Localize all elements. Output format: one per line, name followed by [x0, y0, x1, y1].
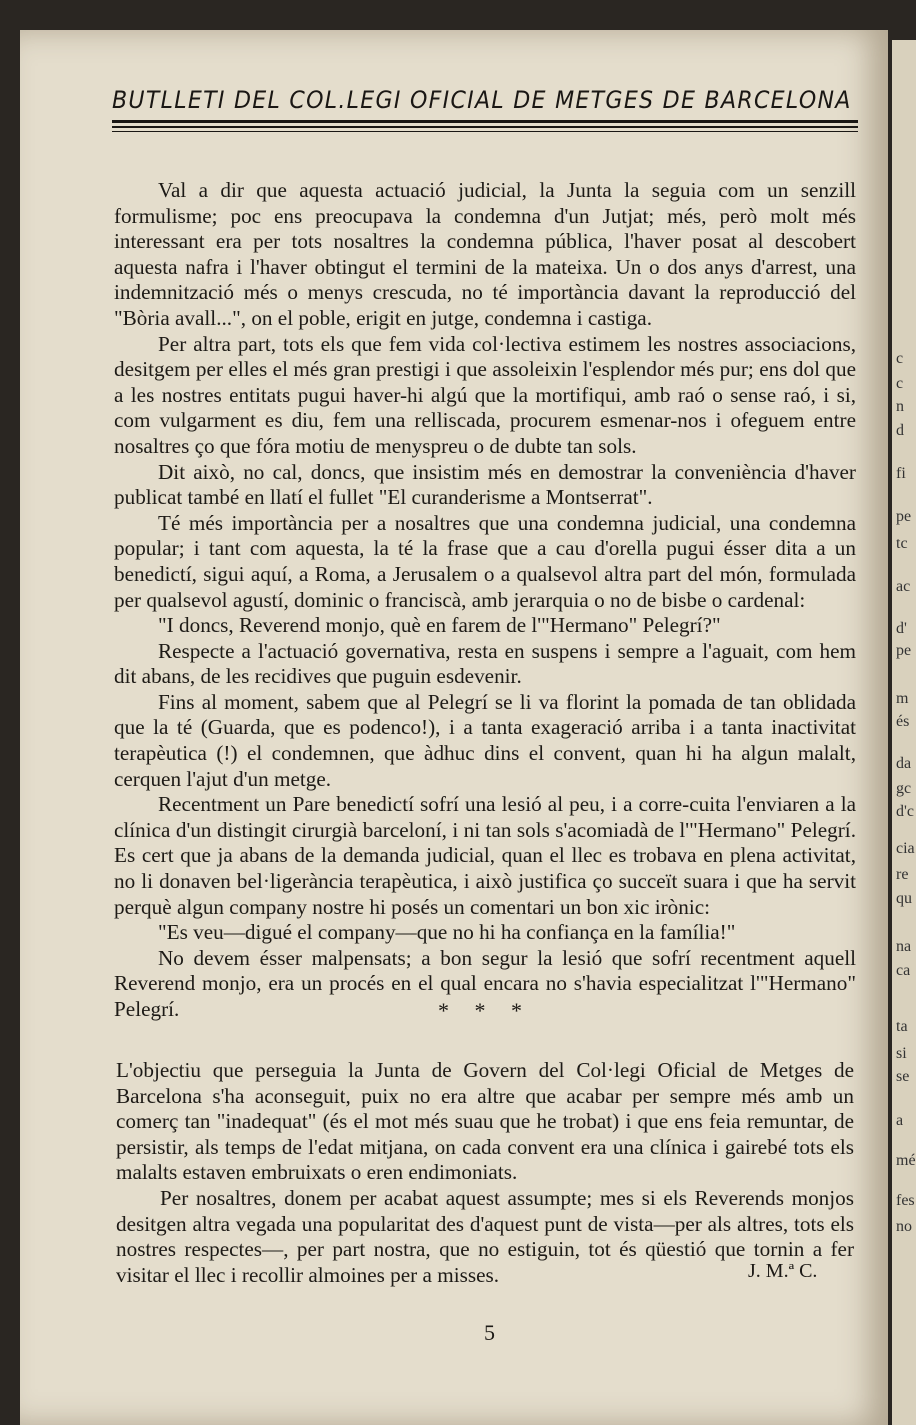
facing-page-fragment: a [896, 1112, 904, 1129]
facing-page-fragment: fi [896, 465, 906, 482]
header-rule [112, 120, 858, 123]
facing-page-fragment: se [896, 1068, 910, 1085]
facing-page-fragment: re [896, 866, 909, 883]
quote: "I doncs, Reverend monjo, què en farem de l'"Hermano" Pelegrí?" [158, 613, 721, 638]
facing-page-fragment: da [896, 755, 912, 772]
paragraph: Respecte a l'actuació governativa, resta en suspens i sempre a l'aguait, com hem dit abans, de les recidives que puguin esdevenir. [114, 638, 856, 689]
facing-page-edge [892, 40, 916, 1425]
closing-section [116, 1058, 854, 1288]
facing-page-fragment: no [896, 1218, 912, 1235]
paragraph: Dit això, no cal, doncs, que insistim més en demostrar la conveniència d'haver publicat també en llatí el fullet "El curanderisme a Montserrat". [114, 459, 856, 510]
facing-page-fragment: ca [896, 962, 911, 979]
header-rule [112, 131, 858, 132]
section-separator: * * * [438, 998, 532, 1023]
facing-page-fragment: fes [896, 1192, 915, 1209]
page-number: 5 [484, 1320, 495, 1345]
facing-page-fragment: ta [896, 1018, 908, 1035]
facing-page-fragment: tc [896, 535, 908, 552]
facing-page-fragment: gc [896, 780, 912, 797]
facing-page-fragment: c [896, 350, 904, 367]
paragraph: L'objectiu que perseguia la Junta de Govern del Col·legi Oficial de Metges de Barcelona s'ha aconseguit, puix no era altre que acabar per sempre més amb un comerç tan "inadequat" (és el mot més suau que he trobat) i que ens feia remuntar, de persistir, als temps de l'edat mitjana, on cada convent era una clínica i gairebé tots els malalts estaven embruixats o eren endimoniats. [116, 1058, 854, 1185]
journal-title: BUTLLETI DEL COL.LEGI OFICIAL DE METGES DE BARCELONA [112, 86, 852, 114]
article-body [114, 178, 856, 1023]
paragraph: No devem ésser malpensats; a bon segur la lesió que sofrí recentment aquell Reverend monjo, era un procés en el qual encara no s'havia especialitzat l'"Hermano" Pelegrí. [114, 945, 856, 1021]
facing-page-fragment: c [896, 375, 904, 392]
facing-page-fragment: pe [896, 508, 912, 525]
facing-page-fragment: pe [896, 642, 912, 659]
facing-page-fragment: na [896, 938, 912, 955]
author-signature: J. M.ª C. [748, 1260, 818, 1282]
paragraph: Fins al moment, sabem que al Pelegrí se li va florint la pomada de tan oblidada que la té (Guarda, que es podenco!), i a tanta exageració arriba i a tanta inactivitat terapèutica (!) el condemnen, que àdhuc dins el convent, quan hi ha algun malalt, cerquen l'ajut d'un metge. [114, 689, 856, 791]
paragraph: Recentment un Pare benedictí sofrí una lesió al peu, i a corre-cuita l'enviaren a la clínica d'un distingit cirurgià barceloní, i ni tan sols s'acomiadà de l'"Hermano" Pelegrí. Es cert que ja abans de la demanda judicial, quan el llec es trobava en plena activitat, no li donaven bel·ligerància terapèutica, i això justifica ço succeït suara i que ha servit perquè algun company nostre hi posés un comentari un bon xic irònic: [114, 792, 856, 919]
journal-header [112, 86, 858, 132]
facing-page-fragment: si [896, 1045, 907, 1062]
facing-page-fragment: mé [896, 1152, 916, 1169]
paragraph: Per altra part, tots els que fem vida col·lectiva estimem les nostres associacions, desitgem per elles el més gran prestigi i que assoleixin l'esplendor més pur; ens dol que a les nostres entitats pugui haver-hi algú que la mortifiqui, amb raó o sense raó, i si, com vulgarment es diu, fem una relliscada, procurem esmenar-nos i ofeguem entre nosaltres ço que fóra motiu de menyspreu o de dubte tan sols. [114, 331, 856, 458]
header-rule [112, 126, 858, 128]
paragraph: Val a dir que aquesta actuació judicial, la Junta la seguia com un senzill formulisme; poc ens preocupava la condemna d'un Jutjat; més, però molt més interessant era per tots nosaltres la condemna pública, l'haver posat al descobert aquesta nafra i l'haver obtingut el termini de la mateixa. Un o dos anys d'arrest, una indemnització més o menys crescuda, no té importància davant la reproducció del "Bòria avall...", on el poble, erigit en jutge, condemna i castiga. [114, 178, 856, 330]
facing-page-fragment: m [896, 690, 909, 707]
facing-page-fragment: d' [896, 620, 907, 637]
facing-page-fragment: qu [896, 890, 912, 907]
quote: "Es veu—digué el company—que no hi ha confiança en la família!" [158, 920, 736, 945]
facing-page-fragment: és [896, 713, 910, 730]
paragraph: Per nosaltres, donem per acabat aquest assumpte; mes si els Reverends monjos desitgen altra vegada una popularitat des d'aquest punt de vista—per als altres, tots els nostres respectes—, per part nostra, que no estiguin, tot és qüestió que tornin a fer visitar el llec i recollir almoines per a misses. [116, 1185, 854, 1287]
facing-page-fragment: cia [896, 840, 915, 857]
facing-page-fragment: d [896, 422, 904, 439]
paragraph: Té més importància per a nosaltres que una condemna judicial, una condemna popular; i tant com aquesta, la té la frase que a cau d'orella pugui ésser dita a un benedictí, sigui aquí, a Roma, a Jerusalem o a qualsevol altra part del món, formulada per qualsevol agustí, dominic o franciscà, amb jerarquia o no de bisbe o cardenal: [114, 510, 856, 612]
facing-page-fragment: n [896, 398, 904, 415]
facing-page-fragment: ac [896, 578, 911, 595]
facing-page-fragment: d'c [896, 803, 914, 820]
